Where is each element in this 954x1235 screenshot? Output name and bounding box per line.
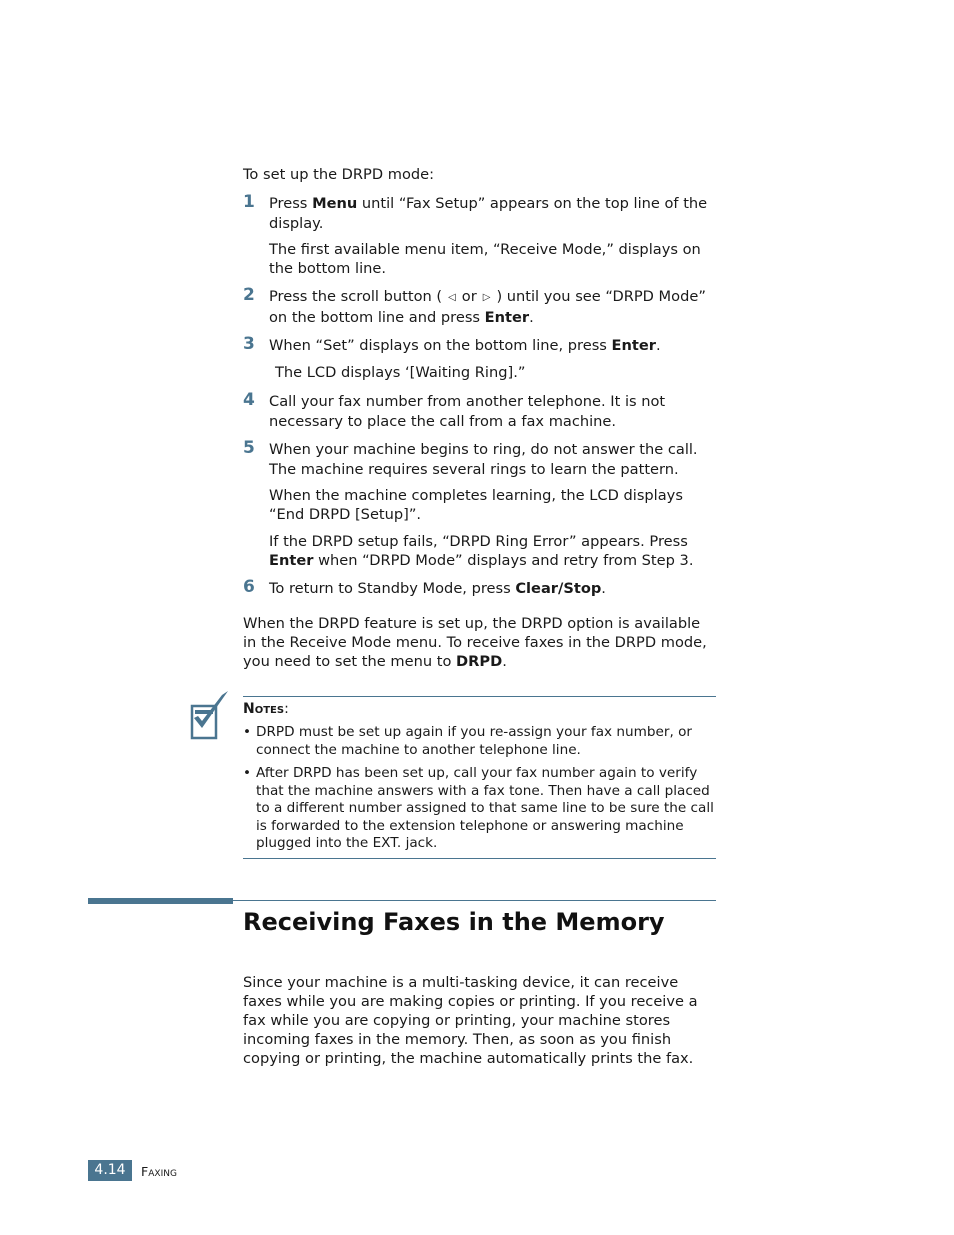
step-number: 3: [243, 334, 255, 354]
step-subtext: When the machine completes learning, the LCD displays “End DRPD [Setup]”.: [269, 487, 683, 523]
step-text: When your machine begins to ring, do not answer the call. The machine requires several rings to learn the pattern.: [269, 441, 698, 478]
section-rule: [233, 900, 716, 901]
notes-top-rule: [243, 696, 716, 697]
step-text: Press Menu until “Fax Setup” appears on the top line of the display.: [269, 195, 708, 232]
drpd-summary-paragraph: When the DRPD feature is set up, the DRPD option is available in the Receive Mode menu. To receive faxes in the DRPD mode, you need to set the menu to DRPD.: [243, 615, 707, 670]
step-subtext: The LCD displays ‘[Waiting Ring].”: [275, 364, 526, 381]
step-text: To return to Standby Mode, press Clear/Stop.: [269, 580, 606, 597]
step-text: Call your fax number from another telephone. It is not necessary to place the call from a fax machine.: [269, 393, 666, 430]
section-accent-bar: [88, 898, 233, 904]
checkmark-note-icon: [188, 688, 234, 742]
step-number: 5: [243, 438, 255, 458]
step-subtext: The first available menu item, “Receive Mode,” displays on the bottom line.: [269, 241, 701, 277]
intro-text: To set up the DRPD mode:: [243, 166, 435, 183]
step-number: 2: [243, 285, 255, 305]
scroll-left-icon: ◁: [448, 292, 456, 303]
step-number: 1: [243, 192, 255, 212]
notes-heading: Notes:: [243, 701, 289, 717]
chapter-label: Faxing: [141, 1164, 177, 1179]
section-title: Receiving Faxes in the Memory: [243, 908, 665, 936]
step-text: Press the scroll button ( ◁ or ▷ ) until you see “DRPD Mode” on the bottom line and press Enter.: [269, 288, 706, 326]
step-subtext: If the DRPD setup fails, “DRPD Ring Error” appears. Press Enter when “DRPD Mode” displays and retry from Step 3.: [269, 533, 694, 569]
page-number: 4.14: [88, 1160, 132, 1181]
notes-bottom-rule: [243, 858, 716, 859]
step-text: When “Set” displays on the bottom line, press Enter.: [269, 337, 661, 354]
section-body: Since your machine is a multi-tasking device, it can receive faxes while you are making copies or printing. If you receive a fax while you are copying or printing, your machine stores incoming faxes in the memory. Then, as soon as you finish copying or printing, the machine automatically prints the fax.: [243, 974, 698, 1067]
step-number: 6: [243, 577, 255, 597]
scroll-right-icon: ▷: [482, 292, 491, 303]
step-number: 4: [243, 390, 255, 410]
